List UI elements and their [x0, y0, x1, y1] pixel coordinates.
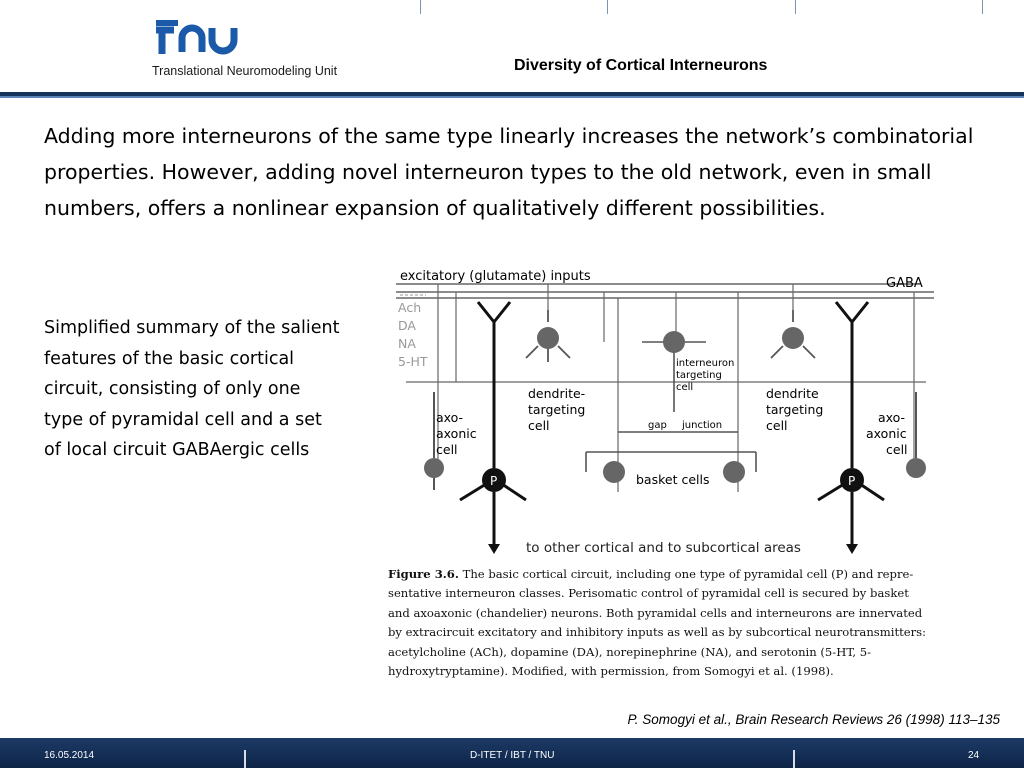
- dendrite-right-label: targeting: [766, 402, 824, 417]
- caption-line: by extracircuit excitatory and inhibitory inputs as well as by subcortical neurotransmitters:: [388, 625, 927, 640]
- axo-axonic-cell-left: [424, 458, 444, 478]
- dendrite-left-label: targeting: [528, 402, 586, 417]
- dendrite-targeting-cell-right: [782, 327, 804, 349]
- caption-line: and axoaxonic (chandelier) neurons. Both pyramidal cells and interneurons are innervated: [388, 605, 923, 620]
- gap-junction-label: gap: [648, 420, 667, 431]
- caption-line: acetylcholine (ACh), dopamine (DA), norepinephrine (NA), and serotonin (5-HT, 5-: [388, 644, 872, 659]
- interneuron-label: interneuron: [676, 358, 735, 369]
- citation: P. Somogyi et al., Brain Research Reviews 26 (1998) 113–135: [627, 712, 1000, 727]
- ach-label: Ach: [398, 300, 422, 315]
- p-left-label: P: [490, 474, 498, 488]
- basket-cell-right: [723, 461, 745, 483]
- excitatory-label: excitatory (glutamate) inputs: [400, 269, 591, 284]
- axo-right-label: axonic: [866, 426, 907, 441]
- figure-caption: [388, 565, 948, 681]
- axo-right-label: axo-: [878, 410, 906, 425]
- gaba-label: GABA: [886, 276, 923, 291]
- footer-separator: [793, 750, 795, 768]
- page-title: Diversity of Cortical Interneurons: [514, 57, 768, 74]
- dendrite-right-label: cell: [766, 418, 788, 433]
- basket-cells-label: basket cells: [636, 472, 710, 487]
- da-label: DA: [398, 318, 416, 333]
- intro-paragraph: Adding more interneurons of the same type linearly increases the network’s combinatorial properties. However, adding novel interneuron types to the old network, even in small numbers, offers a nonlinear expansion of qualitatively different possibilities.: [44, 124, 974, 220]
- ht-label: 5-HT: [398, 354, 428, 369]
- footer-bar: [0, 738, 1024, 768]
- axo-axonic-cell-right: [906, 458, 926, 478]
- axo-left-label: axo-: [436, 410, 464, 425]
- footer-date: 16.05.2014: [44, 750, 95, 761]
- interneuron-targeting-cell: [663, 331, 685, 353]
- gap-junction-label: junction: [682, 420, 723, 431]
- dendrite-left-label: cell: [528, 418, 550, 433]
- caption-line: hydroxytryptamine). Modified, with permission, from Somogyi et al. (1998).: [388, 664, 834, 679]
- header-tick: [795, 0, 796, 14]
- header-tick: [607, 0, 608, 14]
- footer-page-number: 24: [968, 750, 980, 761]
- footer-separator: [244, 750, 246, 768]
- dendrite-right-label: dendrite: [766, 386, 819, 401]
- caption-line: sentative interneuron classes. Perisomatic control of pyramidal cell is secured by basket: [388, 586, 909, 601]
- header-tick: [982, 0, 983, 14]
- outputs-label: to other cortical and to subcortical areas: [526, 540, 801, 556]
- axo-right-label: cell: [886, 442, 908, 457]
- axo-left-label: axonic: [436, 426, 477, 441]
- caption-line: The basic cortical circuit, including one type of pyramidal cell (P) and repre-: [462, 567, 914, 581]
- interneuron-label: targeting: [676, 370, 722, 381]
- axo-left-label: cell: [436, 442, 458, 457]
- basket-cell-left: [603, 461, 625, 483]
- p-right-label: P: [848, 474, 856, 488]
- dendrite-targeting-cell-left: [537, 327, 559, 349]
- summary-paragraph: Simplified summary of the salient features of the basic cortical circuit, consisting of only one type of pyramidal cell and a set of local circuit GABAergic cells: [44, 318, 340, 460]
- caption-label: Figure 3.6.: [388, 567, 459, 581]
- interneuron-label: cell: [676, 382, 694, 393]
- header-tick: [420, 0, 421, 14]
- dendrite-left-label: dendrite-: [528, 386, 586, 401]
- logo-text: Translational Neuromodeling Unit: [152, 64, 338, 78]
- na-label: NA: [398, 336, 416, 351]
- tnu-logo-icon: [152, 14, 248, 58]
- header-bar: [0, 92, 1024, 98]
- footer-center: D-ITET / IBT / TNU: [470, 750, 555, 761]
- cortical-circuit-diagram: [386, 262, 944, 562]
